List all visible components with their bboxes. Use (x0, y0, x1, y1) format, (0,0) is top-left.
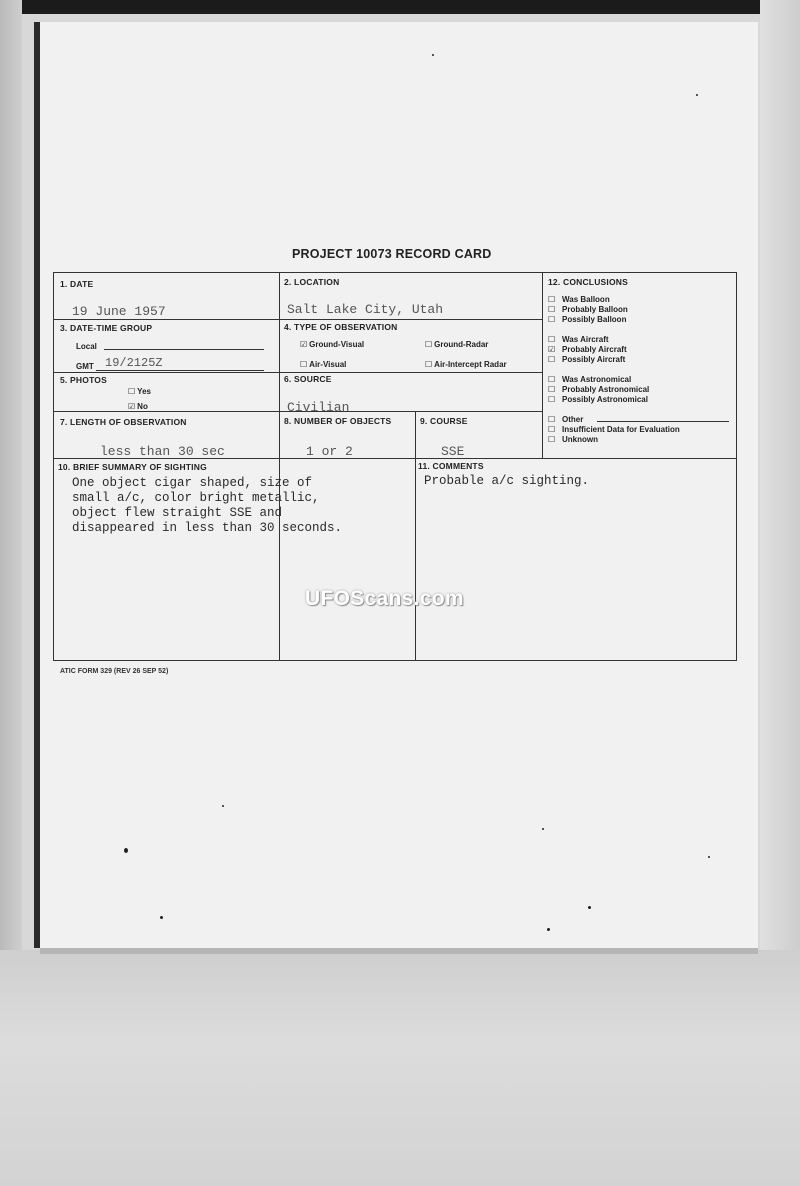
checked-box-icon: ☑ (548, 345, 556, 354)
checkbox-icon: ☐ (300, 360, 308, 369)
checked-box-icon: ☑ (300, 340, 308, 349)
option-label: Air-Visual (309, 360, 347, 369)
divider-vertical-course (415, 411, 416, 660)
brief-summary-label: 10. BRIEF SUMMARY OF SIGHTING (58, 462, 207, 472)
checkbox-icon: ☐ (548, 355, 556, 364)
checkbox-icon: ☐ (548, 335, 556, 344)
conclusion-probably-aircraft (548, 345, 627, 355)
other-field-line (597, 421, 729, 422)
option-label: Air-Intercept Radar (434, 360, 507, 369)
dust-speck (160, 916, 163, 919)
photos-label: 5. PHOTOS (60, 375, 107, 385)
date-value: 19 June 1957 (72, 304, 166, 319)
conclusion-label: Was Astronomical (562, 375, 632, 384)
conclusions-label: 12. CONCLUSIONS (548, 277, 628, 287)
location-label: 2. LOCATION (284, 277, 340, 287)
conclusion-label: Probably Astronomical (562, 385, 650, 394)
photos-no (128, 402, 148, 411)
option-label: No (137, 402, 148, 411)
conclusion-was-astronomical (548, 375, 631, 385)
checkbox-icon: ☐ (548, 315, 556, 324)
option-air-visual (300, 360, 346, 369)
number-of-objects-label: 8. NUMBER OF OBJECTS (284, 416, 392, 426)
gmt-label: GMT (76, 362, 94, 371)
conclusion-label: Insufficient Data for Evaluation (562, 425, 680, 434)
conclusion-other (548, 415, 583, 425)
option-ground-radar (425, 340, 488, 349)
comments-label: 11. COMMENTS (418, 461, 484, 471)
checkbox-icon: ☐ (548, 425, 556, 434)
conclusion-label: Other (562, 415, 584, 424)
conclusion-was-aircraft (548, 335, 609, 345)
local-field-line (104, 349, 264, 350)
checkbox-icon: ☐ (548, 305, 556, 314)
conclusion-was-balloon (548, 295, 610, 305)
gmt-field-line (96, 370, 264, 371)
option-ground-visual (300, 340, 364, 349)
conclusion-label: Probably Balloon (562, 305, 628, 314)
form-id: ATIC FORM 329 (REV 26 SEP 52) (60, 668, 169, 675)
checked-box-icon: ☑ (128, 402, 136, 411)
checkbox-icon: ☐ (425, 340, 433, 349)
conclusion-probably-balloon (548, 305, 628, 315)
course-value: SSE (441, 444, 465, 459)
card-title: PROJECT 10073 RECORD CARD (292, 247, 492, 261)
dust-speck (588, 906, 591, 909)
conclusion-label: Possibly Astronomical (562, 395, 648, 404)
conclusion-insufficient-data (548, 425, 680, 435)
option-label: Ground-Visual (309, 340, 365, 349)
scan-lower-plate (0, 950, 800, 1186)
brief-summary-line-2: small a/c, color bright metallic, (72, 491, 320, 505)
date-time-group-label: 3. DATE-TIME GROUP (60, 323, 153, 333)
dust-speck (222, 805, 224, 807)
checkbox-icon: ☐ (425, 360, 433, 369)
conclusion-label: Possibly Balloon (562, 315, 627, 324)
watermark: UFOScans.com (305, 587, 464, 610)
divider-vertical-conclusions (542, 273, 543, 459)
course-label: 9. COURSE (420, 416, 468, 426)
scan-border-top (0, 0, 800, 14)
checkbox-icon: ☐ (548, 375, 556, 384)
comments-value: Probable a/c sighting. (424, 474, 590, 488)
option-label: Yes (137, 387, 151, 396)
type-of-observation-label: 4. TYPE OF OBSERVATION (284, 322, 398, 332)
checkbox-icon: ☐ (548, 385, 556, 394)
conclusion-possibly-aircraft (548, 355, 625, 365)
brief-summary-line-4: disappeared in less than 30 seconds. (72, 521, 343, 535)
conclusion-label: Was Aircraft (562, 335, 609, 344)
conclusion-possibly-balloon (548, 315, 626, 325)
location-value: Salt Lake City, Utah (287, 302, 444, 317)
checkbox-icon: ☐ (548, 435, 556, 444)
dust-speck (542, 828, 544, 830)
source-value: Civilian (287, 400, 350, 415)
brief-summary-line-1: One object cigar shaped, size of (72, 476, 313, 490)
gmt-value: 19/2125Z (105, 356, 163, 370)
date-label: 1. DATE (60, 279, 94, 289)
dust-speck (696, 94, 698, 96)
divider-row-2 (54, 372, 542, 373)
length-of-observation-value: less than 30 sec (100, 444, 225, 459)
brief-summary-line-3: object flew straight SSE and (72, 506, 283, 520)
divider-row-1 (54, 319, 542, 320)
checkbox-icon: ☐ (128, 387, 136, 396)
dust-speck (708, 856, 710, 858)
conclusion-label: Unknown (562, 435, 598, 444)
conclusion-label: Probably Aircraft (562, 345, 627, 354)
checkbox-icon: ☐ (548, 295, 556, 304)
divider-vertical-main (279, 273, 280, 660)
option-label: Ground-Radar (434, 340, 489, 349)
dust-speck (547, 928, 550, 931)
dust-speck (432, 54, 434, 56)
option-air-intercept-radar (425, 360, 507, 369)
conclusion-possibly-astronomical (548, 395, 648, 405)
length-of-observation-label: 7. LENGTH OF OBSERVATION (60, 417, 187, 427)
conclusion-label: Was Balloon (562, 295, 610, 304)
conclusion-label: Possibly Aircraft (562, 355, 626, 364)
checkbox-icon: ☐ (548, 415, 556, 424)
dust-speck (124, 848, 128, 853)
source-label: 6. SOURCE (284, 374, 332, 384)
conclusion-unknown (548, 435, 598, 445)
conclusion-probably-astronomical (548, 385, 649, 395)
number-of-objects-value: 1 or 2 (306, 444, 353, 459)
local-label: Local (76, 342, 97, 351)
photos-yes (128, 387, 151, 396)
checkbox-icon: ☐ (548, 395, 556, 404)
